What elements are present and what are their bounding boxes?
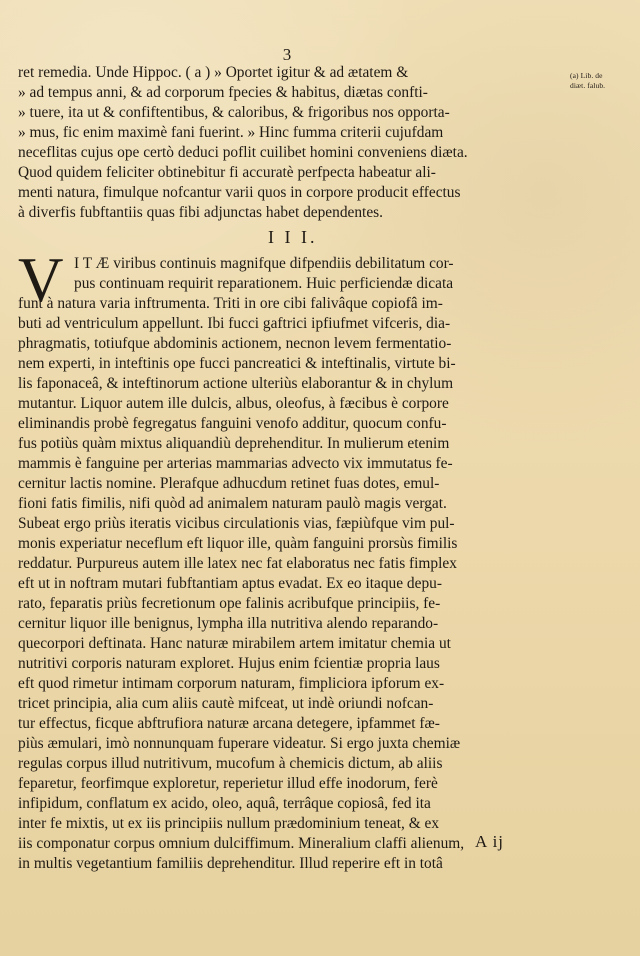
margin-note-line-1: (a) Lib. de xyxy=(570,71,603,80)
line-text: Quod quidem feliciter obtinebitur fi accuratè perfpecta habeatur ali- xyxy=(18,164,436,181)
text-line xyxy=(18,394,556,414)
text-line xyxy=(18,674,556,694)
line-text: eliminandis probè fegregatus fanguini venofo additur, quocum confu- xyxy=(18,415,447,432)
line-text: menti natura, fimulque nofcantur varii quos in corpore producit effectus xyxy=(18,184,461,201)
text-line xyxy=(18,594,556,614)
text-line xyxy=(18,354,556,374)
line-text: à diverfis fubftantiis quas fibi adjunctas habet dependentes. xyxy=(18,204,383,221)
line-text: rato, feparatis priùs fecretionum ope falinis acribufque principiis, fe- xyxy=(18,595,441,612)
margin-note-line-2: diæt. falub. xyxy=(570,81,606,90)
text-line xyxy=(74,254,556,274)
line-text: mammis è fanguine per arterias mammarias advecto vix immutatus fe- xyxy=(18,455,453,472)
text-line xyxy=(18,183,556,203)
line-text: cernitur liquor ille benignus, lympha illa nutritiva alendo reparando- xyxy=(18,615,439,632)
line-text: eft quod rimetur intimam corporum naturam, fimpliciora ipforum ex- xyxy=(18,675,445,692)
line-text: tur effectus, ficque abftrufiora naturæ arcana detegere, ipfammet fæ- xyxy=(18,715,440,732)
line-text: phragmatis, totiufque abdominis actionem, necnon levem fermentatio- xyxy=(18,335,452,352)
text-line xyxy=(74,274,556,294)
text-line xyxy=(18,554,556,574)
line-text: inter fe mixtis, ut ex iis principiis nullum prædominium teneat, & ex xyxy=(18,815,440,832)
line-text: pus continuam requirit reparationem. Huic perficiendæ dicata xyxy=(74,275,454,292)
margin-note xyxy=(570,71,626,91)
text-line xyxy=(18,314,556,334)
text-line xyxy=(18,374,556,394)
line-text: neceflitas cujus ope certò deduci poflit cuilibet homini conveniens diæta. xyxy=(18,144,468,161)
text-line xyxy=(18,754,556,774)
text-line xyxy=(18,294,556,314)
text-line xyxy=(18,334,556,354)
line-text: » tuere, ita ut & confiftentibus, & caloribus, & frigoribus nos opporta- xyxy=(18,104,450,121)
text-line xyxy=(18,143,556,163)
text-line xyxy=(18,163,556,183)
line-text: cernitur lactis nomine. Plerafque adhucdum retinet fuas dotes, emul- xyxy=(18,475,440,492)
text-line xyxy=(18,614,556,634)
text-line xyxy=(18,574,556,594)
text-line xyxy=(18,794,556,814)
text-line xyxy=(18,534,556,554)
top-paragraph xyxy=(18,63,556,223)
text-line xyxy=(18,203,556,223)
line-text: infipidum, conflatum ex acido, oleo, aquâ, terrâque copiosâ, fed ita xyxy=(18,795,431,812)
line-text: fioni fatis fimilis, nifi quòd ad animalem naturam paulò magis vergat. xyxy=(18,495,447,512)
line-text: » mus, fic enim maximè fani fuerint. » Hinc fumma criterii cujufdam xyxy=(18,124,444,141)
line-text: mutantur. Liquor autem ille dulcis, albus, oleofus, à fæcibus è corpore xyxy=(18,395,449,412)
text-line xyxy=(18,414,556,434)
line-text: nem experti, in inteftinis ope fucci pancreatici & inteftinalis, virtute bi- xyxy=(18,355,456,372)
line-text: quecorpori deftinata. Hanc naturæ mirabilem artem imitatur chemia ut xyxy=(18,635,451,652)
line-text: I T Æ viribus continuis magnifque difpendiis debilitatum cor- xyxy=(74,255,454,272)
text-line xyxy=(18,694,556,714)
drop-cap: V xyxy=(18,245,61,315)
line-text: monis experiatur neceflum eft liquor ille, quàm fanguini prorsùs fimilis xyxy=(18,535,458,552)
text-line xyxy=(18,494,556,514)
text-line xyxy=(18,454,556,474)
line-text: tricet principia, alia cum aliis cautè mifceat, ut indè oriundi nofcan- xyxy=(18,695,434,712)
line-text: regulas corpus illud nutritivum, mucofum à chemicis dictum, ab aliis xyxy=(18,755,443,772)
section-heading: I I I. xyxy=(268,227,318,247)
line-text: nutritivi corporis naturam exploret. Hujus enim fcientiæ propria laus xyxy=(18,655,440,672)
text-line xyxy=(18,514,556,534)
line-text: iis componatur corpus omnium dulciffimum. Mineralium claffi alienum, xyxy=(18,835,465,852)
line-text: feparetur, feorfimque exploretur, reperietur illud effe inodorum, ferè xyxy=(18,775,438,792)
main-paragraph xyxy=(18,294,556,874)
line-text: lis faponaceâ, & inteftinorum actione ulteriùs elaborantur & in chylum xyxy=(18,375,454,392)
line-text: eft ut in noftram mutari fubftantiam aptus evadat. Ex eo itaque depu- xyxy=(18,575,442,592)
text-line xyxy=(18,474,556,494)
text-line xyxy=(18,734,556,754)
text-line xyxy=(18,814,556,834)
opening-lines xyxy=(74,254,556,294)
text-line xyxy=(18,83,556,103)
text-line xyxy=(18,434,556,454)
text-line xyxy=(18,123,556,143)
text-line xyxy=(18,654,556,674)
line-text: » ad tempus anni, & ad corporum fpecies & habitus, diætas confti- xyxy=(18,84,428,101)
line-text: fus potiùs quàm mixtus aliquandiù deprehenditur. In mulierum etenim xyxy=(18,435,450,452)
signature-mark: A ij xyxy=(475,832,505,851)
line-text: funt à natura varia inftrumenta. Triti in ore cibi falivâque copiofâ im- xyxy=(18,295,443,312)
text-line xyxy=(18,854,556,874)
page-number: 3 xyxy=(282,45,292,64)
text-line xyxy=(18,714,556,734)
text-line xyxy=(18,774,556,794)
line-text: Subeat ergo priùs iteratis vicibus circulationis vias, fæpiùfque vim pul- xyxy=(18,515,455,532)
line-text: piùs æmulari, imò nonnunquam fuperare videatur. Si ergo juxta chemiæ xyxy=(18,735,461,752)
text-line xyxy=(18,634,556,654)
line-text: in multis vegetantium familiis deprehenditur. Illud reperire eft in totâ xyxy=(18,855,443,872)
line-text: reddatur. Purpureus autem ille latex nec fat elaboratus nec fatis fimplex xyxy=(18,555,457,572)
text-line xyxy=(18,63,556,83)
line-text: ret remedia. Unde Hippoc. ( a ) » Oportet igitur & ad ætatem & xyxy=(18,64,409,81)
line-text: buti ad ventriculum appellunt. Ibi fucci gaftrici ipfiufmet vifceris, dia- xyxy=(18,315,451,332)
text-line xyxy=(18,103,556,123)
